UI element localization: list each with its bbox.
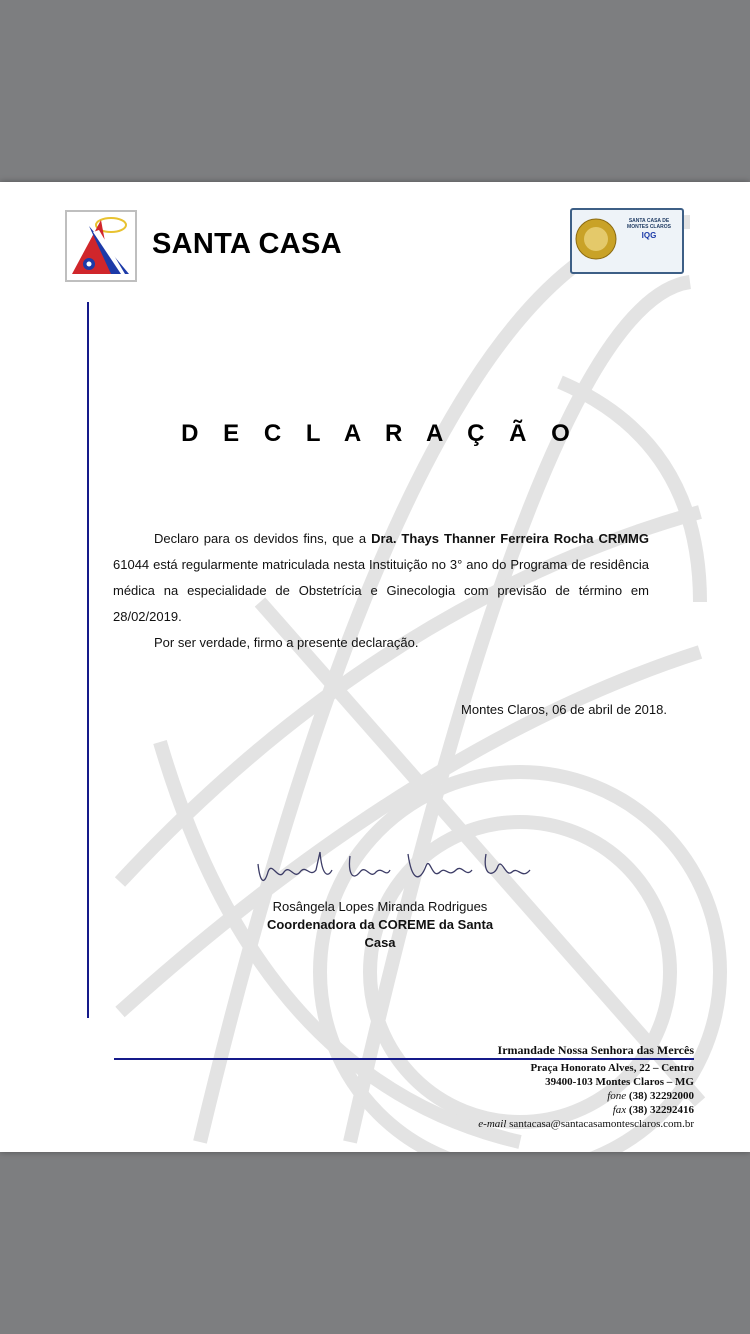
doctor-name: Dra. Thays Thanner Ferreira Rocha CRMMG (371, 531, 649, 546)
signer-name: Rosângela Lopes Miranda Rodrigues (272, 899, 488, 914)
handwritten-signature (250, 842, 540, 900)
santa-casa-logo (65, 210, 137, 282)
footer-fax: fax (38) 32292416 (612, 1104, 694, 1116)
signer-role: Coordenadora da COREME da Santa Casa (266, 917, 494, 950)
watermark-logo (0, 182, 750, 1152)
footer-city: 39400-103 Montes Claros – MG (545, 1076, 694, 1088)
footer-email: e-mail santacasa@santacasamontesclaros.com.br (478, 1118, 694, 1130)
brand-name: SANTA CASA (152, 228, 342, 260)
left-margin-rule (87, 302, 89, 1018)
footer-organization: Irmandade Nossa Senhora das Mercês (497, 1043, 694, 1057)
footer-street: Praça Honorato Alves, 22 – Centro (530, 1062, 694, 1074)
declaration-body (113, 526, 649, 656)
seal-text: SANTA CASA DE MONTES CLAROS IQG (627, 218, 671, 240)
place-and-date: Montes Claros, 06 de abril de 2018. (461, 702, 667, 717)
footer-phone: fone (38) 32292000 (607, 1090, 694, 1102)
footer-address (478, 1043, 694, 1131)
accreditation-seal (570, 208, 684, 274)
document-title: D E C L A R A Ç Ã O (181, 420, 579, 447)
signer-block (260, 898, 500, 952)
declaration-paragraph: Declaro para os devidos fins, que a Dra. Thays Thanner Ferreira Rocha CRMMG 61044 está regularmente matriculada nesta Instituição no 3° ano do Programa de residência médica na especialidade de Obstetrícia e Ginecologia com previsão de término em 28/02/2019. (113, 531, 649, 624)
closing-paragraph: Por ser verdade, firmo a presente declaração. (154, 635, 419, 650)
document-page (0, 182, 750, 1152)
